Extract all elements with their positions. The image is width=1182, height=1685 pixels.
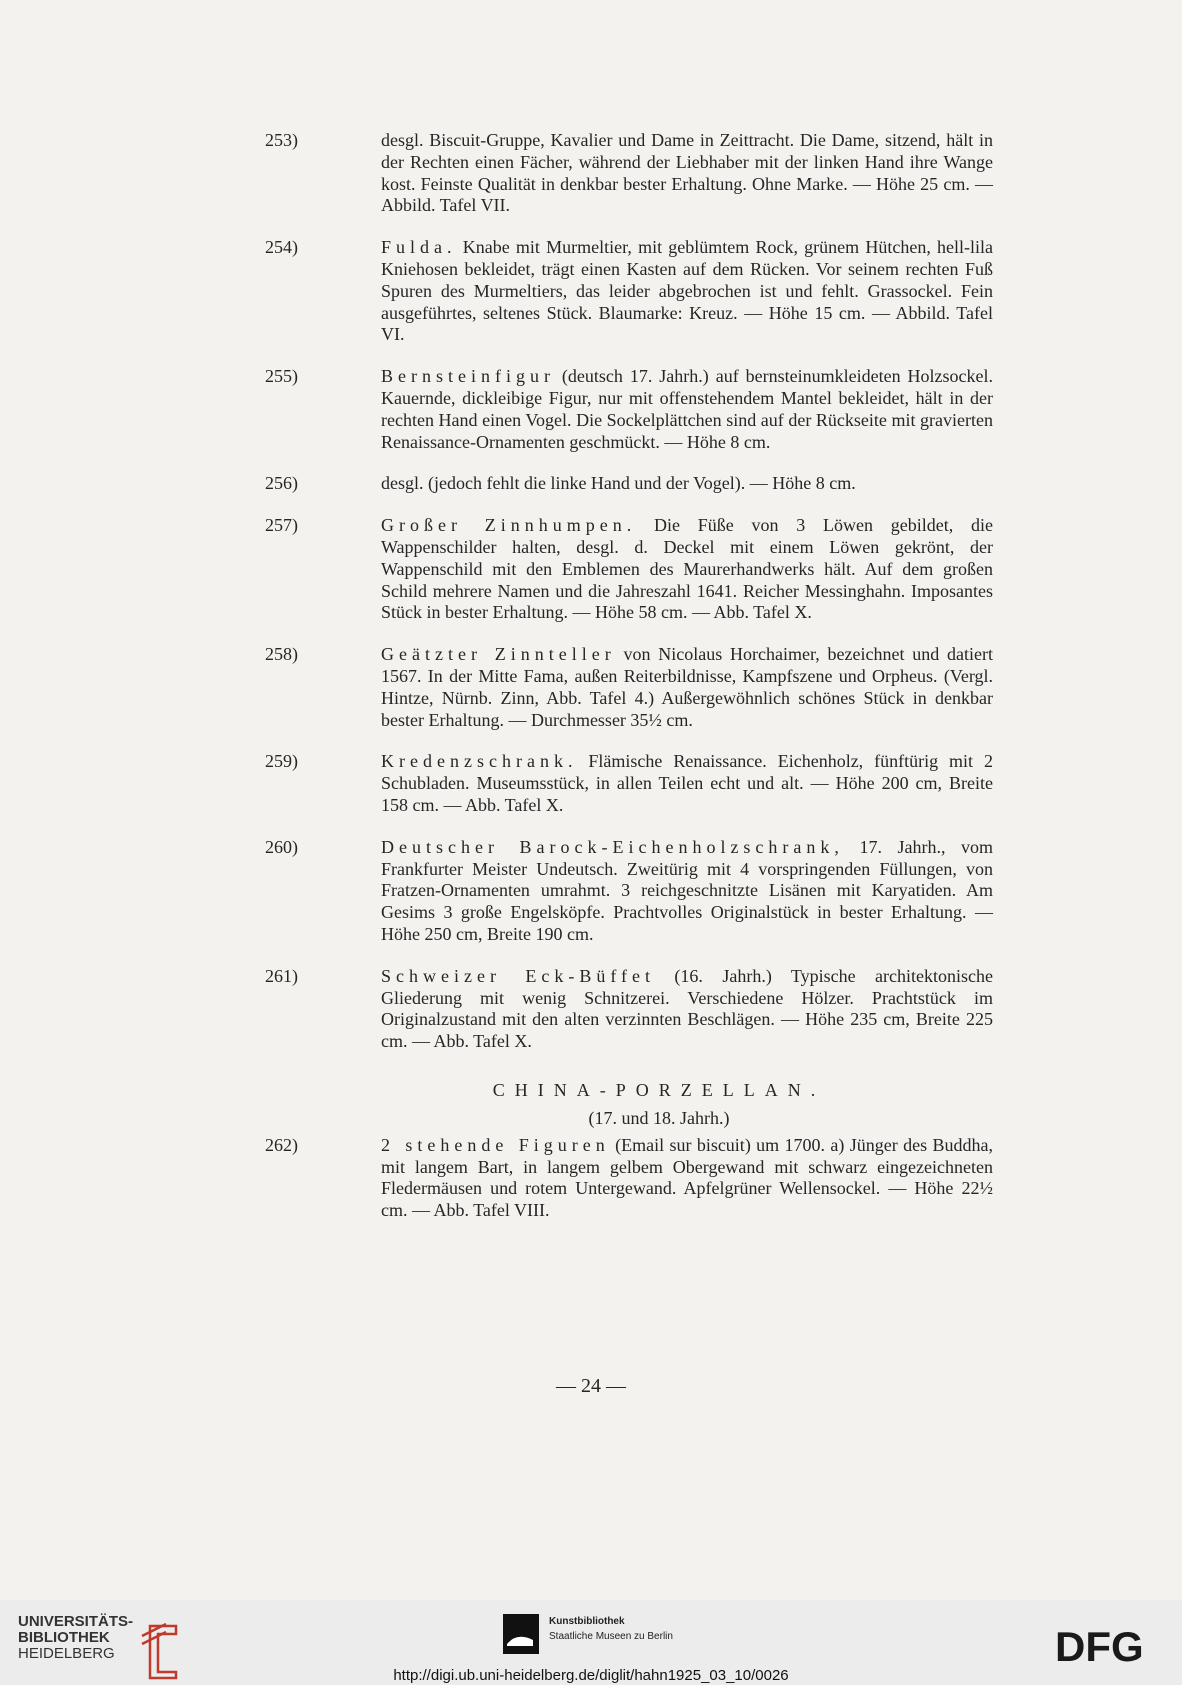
- entry-text: Die Füße von 3 Löwen gebildet, die Wappenschilder halten, desgl. d. Deckel mit einem Löwen gekrönt, der Wappenschild mit den Emblemen des Maurerhandwerks hält. Auf dem großen Schild mehrere Namen und die Jahreszahl 1641. Reicher Messinghahn. Imposantes Stück in bester Erhaltung. — Höhe 58 cm. — Abb. Tafel X.: [381, 515, 993, 623]
- catalog-entry-259: [265, 751, 993, 816]
- entry-number: 262): [265, 1134, 298, 1155]
- entry-text: 17. Jahrh., vom Frankfurter Meister Undeutsch. Zweitürig mit 4 vorspringenden Füllungen, von Fratzen-Ornamenten umrahmt. 3 reichgeschnitzte Lisänen mit Karyatiden. Am Gesims 3 große Engelsköpfe. Prachtvolles Originalstück in bester Erhaltung. — Höhe 250 cm, Breite 190 cm.: [381, 836, 993, 944]
- catalog-entry-261: [265, 966, 993, 1053]
- entry-number: 258): [265, 644, 298, 665]
- dfg-logo[interactable]: [1055, 1627, 1167, 1665]
- entry-text: Flämische Renaissance. Eichenholz, fünftürig mit 2 Schubladen. Museumsstück, in allen Teilen echt und alt. — Höhe 200 cm, Breite 158 cm. — Abb. Tafel X.: [381, 751, 993, 815]
- entry-text: (Email sur biscuit) um 1700. a) Jünger des Buddha, mit langem Bart, in langem gelbem Obergewand mit schwarz eingezeichneten Fledermäusen und rotem Untergewand. Apfelgrüner Wellensockel. — Höhe 22½ cm. — Abb. Tafel VIII.: [381, 1134, 994, 1221]
- permalink-url[interactable]: http://digi.ub.uni-heidelberg.de/diglit/hahn1925_03_10/0026: [393, 1667, 789, 1684]
- entry-number: 254): [265, 237, 298, 258]
- entry-keyword: Schweizer Eck-Büffet: [381, 965, 656, 986]
- ub-line-2: BIBLIOTHEK: [18, 1629, 110, 1646]
- entry-keyword: Geätzter Zinnteller: [381, 644, 616, 665]
- catalog-entry-262: [265, 1135, 993, 1222]
- entry-text: Knabe mit Murmeltier, mit geblümtem Rock, grünem Hütchen, hell-lila Kniehosen bekleidet, trägt einen Kasten auf dem Rücken. Vor seinem rechten Fuß Spuren des Murmeltiers, das leider abgebrochen ist und fehlt. Grassockel. Fein ausgeführtes, seltenes Stück. Blaumarke: Kreuz. — Höhe 15 cm. — Abbild. Tafel VI.: [381, 237, 993, 345]
- section-title: CHINA-PORZELLAN.: [492, 1079, 826, 1100]
- entry-text: (16. Jahrh.) Typische architektonische Gliederung mit wenig Schnitzerei. Verschiedene Hölzer. Prachtstück im Originalzustand mit den alten verzinnten Beschlägen. — Höhe 235 cm, Breite 225 cm. — Abb. Tafel X.: [381, 965, 993, 1052]
- ub-line-3: HEIDELBERG: [18, 1645, 115, 1662]
- entry-keyword: 2 stehende Figuren: [381, 1134, 610, 1155]
- entry-keyword: Kredenzschrank.: [381, 751, 578, 772]
- footer-bar: [0, 1600, 1182, 1685]
- ub-heidelberg-logo[interactable]: [18, 1614, 133, 1662]
- entry-number: 253): [265, 130, 298, 150]
- entry-text: desgl. (jedoch fehlt die linke Hand und der Vogel). — Höhe 8 cm.: [381, 473, 856, 494]
- entry-keyword: Deutscher Barock-Eichenholzschrank,: [381, 836, 844, 857]
- catalog-entry-253: [265, 130, 993, 217]
- entry-keyword: Fulda.: [381, 237, 457, 258]
- kb-line-2: Staatliche Museen zu Berlin: [549, 1631, 673, 1642]
- entry-number: 255): [265, 366, 298, 387]
- catalog-entry-258: [265, 644, 993, 731]
- entry-text: (deutsch 17. Jahrh.) auf bernsteinumkleideten Holzsockel. Kauernde, dickleibige Figur, nur mit offenstehendem Mantel bekleidet, hält in der rechten Hand einen Vogel. Die Sockelplättchen sind auf der Rückseite mit gravierten Renaissance-Ornamenten geschmückt. — Höhe 8 cm.: [381, 366, 993, 452]
- kunstbibliothek-emblem-icon: [503, 1614, 539, 1654]
- entry-text: von Nicolaus Horchaimer, bezeichnet und datiert 1567. In der Mitte Fama, außen Reiterbildnisse, Kampfszene und Orpheus. (Vergl. Hintze, Nürnb. Zinn, Abb. Tafel 4.) Außergewöhnlich schönes Stück in denkbar bester Erhaltung. — Durchmesser 35½ cm.: [381, 644, 993, 730]
- entry-number: 260): [265, 836, 298, 857]
- catalog-content: [265, 130, 993, 1242]
- entry-number: 256): [265, 473, 298, 494]
- section-subtitle: (17. und 18. Jahrh.): [588, 1107, 730, 1128]
- catalog-entry-256: [265, 473, 993, 495]
- kb-line-1: Kunstbibliothek: [549, 1616, 625, 1627]
- catalog-entry-257: [265, 515, 993, 624]
- ub-line-1: UNIVERSITÄTS-: [18, 1613, 134, 1630]
- entry-keyword: Bernsteinfigur: [381, 366, 555, 387]
- catalog-entry-260: [265, 837, 993, 946]
- catalog-entry-255: [265, 366, 993, 453]
- dfg-logo-text: DFG: [1055, 1627, 1144, 1665]
- entry-number: 259): [265, 751, 298, 772]
- page-number: — 24 —: [556, 1375, 626, 1397]
- entry-text: desgl. Biscuit-Gruppe, Kavalier und Dame in Zeittracht. Die Dame, sitzend, hält in der Rechten einen Fächer, während der Liebhaber mit der linken Hand ihre Wange kost. Feinste Qualität in denkbar bester Erhaltung. Ohne Marke. — Höhe 25 cm. — Abbild. Tafel VII.: [381, 130, 993, 216]
- entry-keyword: Großer Zinnhumpen.: [381, 515, 637, 536]
- entry-number: 261): [265, 965, 298, 986]
- entry-number: 257): [265, 515, 298, 536]
- catalog-entry-254: [265, 237, 993, 346]
